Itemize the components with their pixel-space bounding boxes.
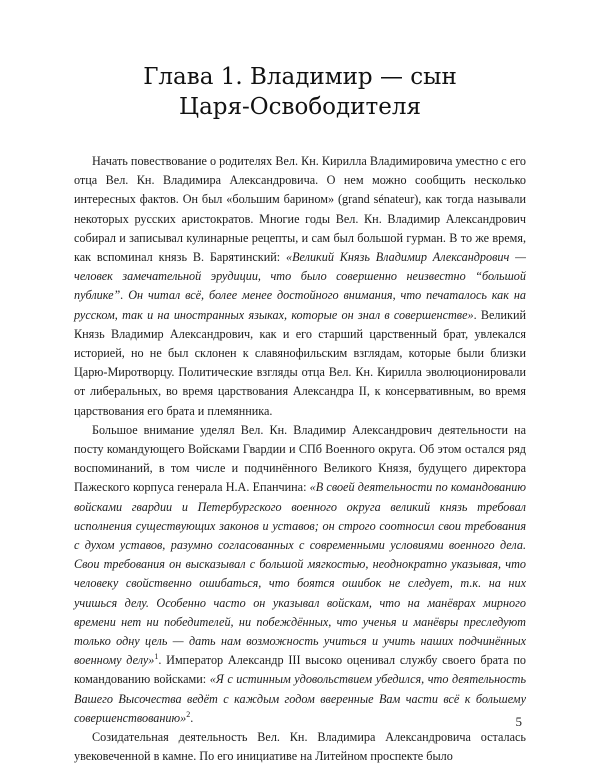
- footnote-marker-2[interactable]: 2: [186, 709, 191, 719]
- paragraph-2-text-a: Большое внимание уделял Вел. Кн. Владимир Александрович деятельности на посту командующего Войсками Гвардии и СПб Военного округа. Об этом остался ряд воспоминаний, в том числе и подчинённого Великого Князя, будущего директора Пажеского корпуса генерала Н.А. Епанчина:: [74, 422, 526, 495]
- chapter-title: [80, 62, 520, 122]
- footnote-marker-1[interactable]: 1: [154, 652, 159, 662]
- paragraph-2-quote-2: «Я с истинным удовольствием убедился, что деятельность Вашего Высочества ведёт с каждым годом вверенные Вам части всё к большему совершенствованию»: [74, 672, 526, 725]
- page-number: 5: [515, 714, 522, 729]
- chapter-title-line-1: Глава 1. Владимир — сын: [143, 64, 457, 90]
- body-text: [74, 152, 526, 767]
- paragraph-2: [74, 421, 526, 728]
- paragraph-1-text-a: Начать повествование о родителях Вел. Кн. Кирилла Владимировича уместно с его отца Вел. Кн. Владимира Александровича. О нем можно сообщить несколько интересных фактов. Он был «большим барином» (grand sénateur), как тогда называли некоторых русских аристократов. Многие годы Вел. Кн. Владимир Александрович собирал и записывал кулинарные рецепты, и сам был большой гурман. В то же время, как вспоминал князь В. Барятинский:: [74, 154, 526, 265]
- chapter-title-line-2: Царя-Освободителя: [179, 94, 421, 120]
- paragraph-3-text-a: Созидательная деятельность Вел. Кн. Владимира Александровича осталась увековеченной в камне. По его инициативе на Литейном проспекте было: [74, 730, 526, 764]
- paragraph-1-quote: «Великий Князь Владимир Александрович — человек замечательной эрудиции, что было совершенно неизвестно “большой публике”. Он читал всё, более менее достойного внимания, что печаталось как на русском, так и на иностранных языках, которые он знал в совершенстве»: [74, 250, 526, 322]
- paragraph-2-quote: «В своей деятельности по командованию войсками гвардии и Петербургского военного округа великий князь требовал исполнения существующих законов и уставов; он строго соотносил свои требования с духом уставов, разумно согласованных с современными условиями военного дела. Свои требования он высказывал с большой мягкостью, неоднократно указывая, что человеку свойственно ошибаться, что боятся ошибок не следует, т.к. на них учишься делу. Особенно часто он указывал войскам, что на манёврах мирного времени нет ни победителей, ни побеждённых, что ученья и манёвры преследуют только одну цель — дать нам возможность учиться и учить наших подчинённых военному делу»: [74, 480, 526, 668]
- paragraph-1: [74, 152, 526, 421]
- paragraph-2-text-b: . Император Александр III высоко оценивал службу своего брата по командованию войсками:: [74, 653, 526, 687]
- paragraph-1-text-b: . Великий Князь Владимир Александрович, как и его старший царственный брат, увлекался историей, но не был склонен к славянофильским взглядам, которые были близки Царю-Миротворцу. Политические взгляды отца Вел. Кн. Кирилла эволюционировали от либеральных, во время царствования Александра II, к консервативным, во время царствования его брата и племянника.: [74, 307, 526, 418]
- paragraph-2-text-c: .: [190, 710, 194, 725]
- paragraph-3: [74, 728, 526, 766]
